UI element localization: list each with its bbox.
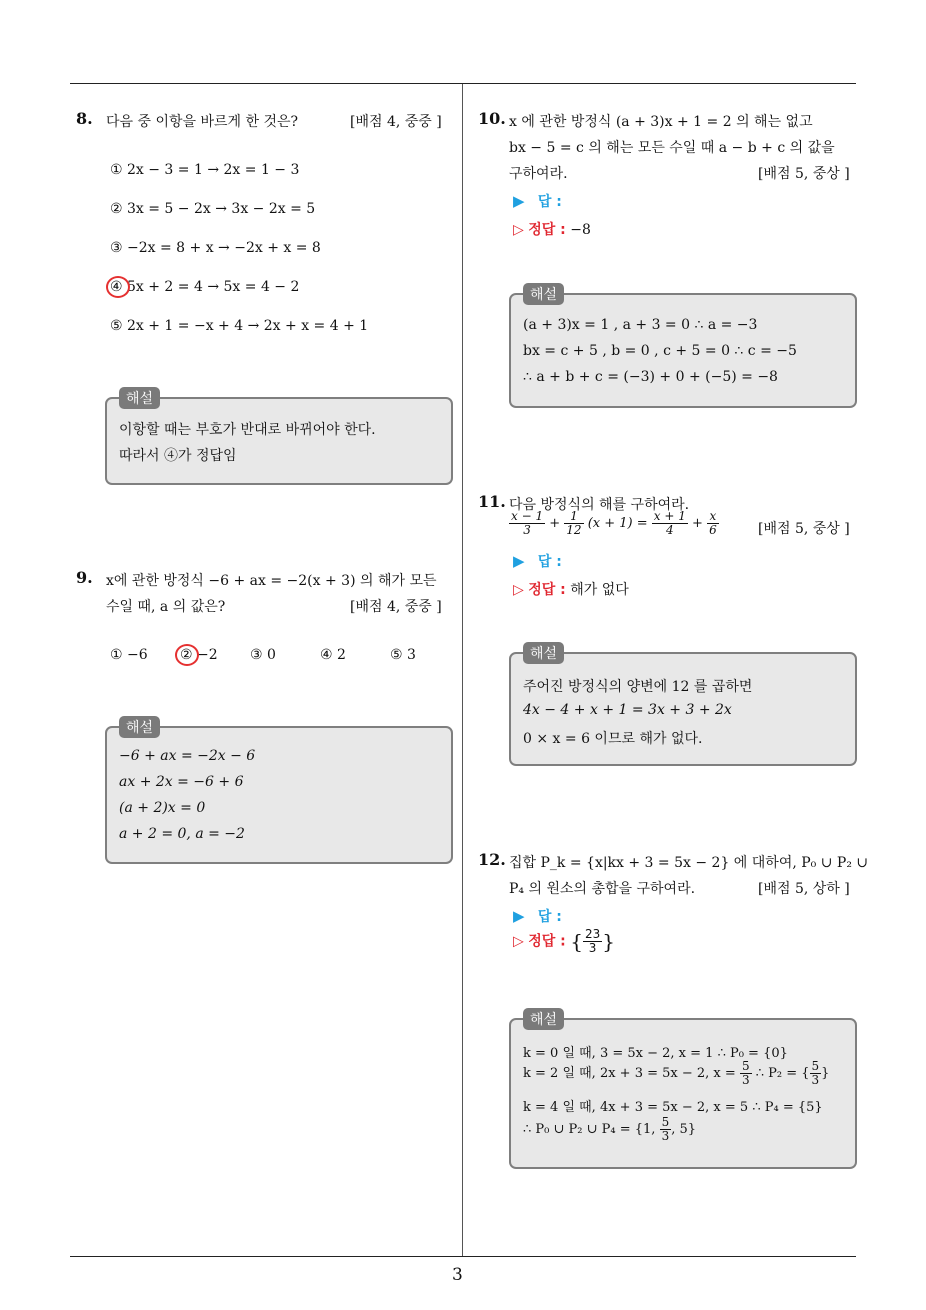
solution-tag: 해설	[523, 1008, 564, 1030]
score-meta: [배점 4, 중중 ]	[350, 114, 442, 130]
answer-circle-mark	[175, 644, 199, 666]
solution-box	[509, 287, 857, 408]
solution-tag: 해설	[523, 642, 564, 664]
question-text-line-1: 집합 P_k = {x|kx + 3 = 5x − 2} 에 대하여, P₀ ∪ P₂ ∪	[509, 855, 869, 871]
correct-answer-row	[513, 219, 591, 239]
play-triangle-icon: ▶	[513, 907, 525, 925]
question-number: 9.	[76, 568, 93, 587]
choice-4[interactable]: ④ 5x + 2 = 4 → 5x = 4 − 2	[110, 279, 300, 295]
solution-line-2: ax + 2x = −6 + 6	[119, 774, 244, 790]
equation: $\frac{x - 1}{3}$ + $\frac{1}{12}$ (x + 1) = $\frac{x + 1}{4}$ + $\frac{x}{6}$	[511, 509, 717, 537]
solution-line-2: 따라서 ④가 정답임	[119, 448, 237, 464]
top-rule	[70, 83, 856, 84]
solution-line-3: k = 4 일 때, 4x + 3 = 5x − 2, x = 5 ∴ P₄ = {5}	[523, 1100, 823, 1115]
correct-label: 정답 :	[528, 222, 566, 238]
solution-line-1: 이항할 때는 부호가 반대로 바뀌어야 한다.	[119, 422, 376, 438]
solution-box	[105, 720, 453, 864]
choice-1[interactable]: ① −6	[110, 647, 148, 663]
question-number: 8.	[76, 109, 93, 128]
solution-tag: 해설	[119, 716, 160, 738]
bottom-rule	[70, 1256, 856, 1257]
solution-box	[105, 391, 453, 485]
solution-line-2: bx = c + 5 , b = 0 , c + 5 = 0 ∴ c = −5	[523, 343, 797, 359]
question-text-line-3: 구하여라.	[509, 166, 568, 182]
answer-row[interactable]	[513, 191, 562, 211]
solution-line-2: k = 2 일 때, 2x + 3 = 5x − 2, x = $\frac{5}{3}$ ∴ P₂ = { $\frac{5}{3}$ }	[523, 1059, 830, 1087]
question-number: 12.	[478, 850, 506, 869]
solution-line-3: (a + 2)x = 0	[119, 800, 206, 816]
question-text: 다음 방정식의 해를 구하여라.	[509, 497, 690, 513]
column-divider	[462, 84, 463, 1257]
choice-2[interactable]: ② 3x = 5 − 2x → 3x − 2x = 5	[110, 201, 316, 217]
choice-3[interactable]: ③ 0	[250, 647, 276, 663]
play-triangle-icon: ▶	[513, 192, 525, 210]
page-number: 3	[452, 1265, 463, 1285]
correct-value-fraction: $\frac{23}{3}$	[584, 927, 601, 955]
choice-4[interactable]: ④ 2	[320, 647, 346, 663]
question-number: 11.	[478, 492, 506, 511]
question-text-line-2: P₄ 의 원소의 총합을 구하여라.	[509, 881, 696, 897]
answer-circle-mark	[106, 276, 130, 298]
question-text-line-1: x 에 관한 방정식 (a + 3)x + 1 = 2 의 해는 없고	[509, 114, 813, 130]
correct-answer-row	[513, 579, 629, 599]
score-meta: [배점 5, 중상 ]	[758, 521, 850, 537]
solution-line-2: 4x − 4 + x + 1 = 3x + 3 + 2x	[523, 702, 732, 718]
correct-label: 정답 :	[528, 582, 566, 598]
score-meta: [배점 5, 상하 ]	[758, 881, 850, 897]
outline-triangle-icon: ▷	[513, 222, 524, 238]
choice-5[interactable]: ⑤ 2x + 1 = −x + 4 → 2x + x = 4 + 1	[110, 318, 369, 334]
solution-line-1: −6 + ax = −2x − 6	[119, 748, 256, 764]
solution-line-1: (a + 3)x = 1 , a + 3 = 0 ∴ a = −3	[523, 317, 758, 333]
play-triangle-icon: ▶	[513, 552, 525, 570]
solution-line-4: a + 2 = 0, a = −2	[119, 826, 245, 842]
outline-triangle-icon: ▷	[513, 582, 524, 598]
choice-1[interactable]: ① 2x − 3 = 1 → 2x = 1 − 3	[110, 162, 300, 178]
solution-box	[509, 1012, 857, 1169]
question-number: 10.	[478, 109, 506, 128]
correct-answer-row: ▷ 정답 : { $\frac{23}{3}$ }	[513, 927, 615, 955]
answer-label: 답 :	[537, 194, 562, 210]
question-text-line-1: x에 관한 방정식 −6 + ax = −2(x + 3) 의 해가 모든	[106, 573, 437, 589]
answer-row[interactable]	[513, 551, 562, 571]
solution-line-3: ∴ a + b + c = (−3) + 0 + (−5) = −8	[523, 369, 778, 385]
correct-label: 정답 :	[528, 933, 566, 950]
solution-line-3: 0 × x = 6 이므로 해가 없다.	[523, 731, 703, 747]
solution-line-4: ∴ P₀ ∪ P₂ ∪ P₄ = {1, $\frac{5}{3}$ , 5}	[523, 1115, 697, 1143]
outline-triangle-icon: ▷	[513, 933, 524, 950]
solution-tag: 해설	[119, 387, 160, 409]
answer-label: 답 :	[537, 909, 562, 925]
correct-value: 해가 없다	[570, 582, 629, 598]
solution-line-1: k = 0 일 때, 3 = 5x − 2, x = 1 ∴ P₀ = {0}	[523, 1046, 788, 1061]
choice-3[interactable]: ③ −2x = 8 + x → −2x + x = 8	[110, 240, 321, 256]
solution-box	[509, 646, 857, 766]
correct-value: −8	[570, 222, 591, 238]
solution-tag: 해설	[523, 283, 564, 305]
score-meta: [배점 4, 중중 ]	[350, 599, 442, 615]
choice-5[interactable]: ⑤ 3	[390, 647, 416, 663]
answer-row[interactable]	[513, 906, 562, 926]
question-text: 다음 중 이항을 바르게 한 것은?	[106, 114, 299, 130]
answer-label: 답 :	[537, 554, 562, 570]
question-text-line-2: bx − 5 = c 의 해는 모든 수일 때 a − b + c 의 값을	[509, 140, 835, 156]
question-text-line-2: 수일 때, a 의 값은?	[106, 599, 226, 615]
solution-line-1: 주어진 방정식의 양변에 12 를 곱하면	[523, 679, 753, 695]
choice-2[interactable]: ② −2	[180, 647, 218, 663]
score-meta: [배점 5, 중상 ]	[758, 166, 850, 182]
